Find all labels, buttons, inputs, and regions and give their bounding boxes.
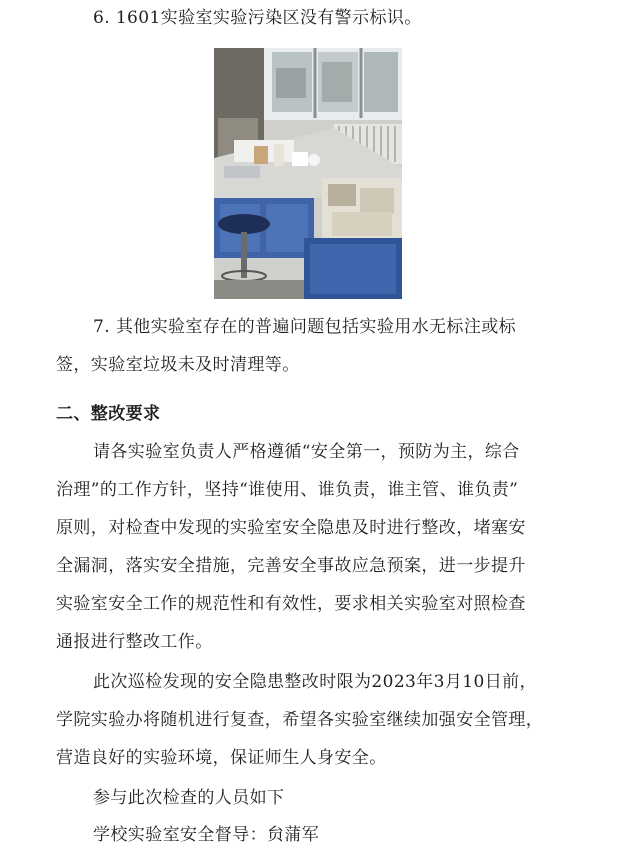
para1-line-1: 请各实验室负责人严格遵循“安全第一，预防为主，综合 (93, 442, 520, 462)
item-7-line-2: 签，实验室垃圾未及时清理等。 (56, 355, 300, 375)
para2-line-1: 此次巡检发现的安全隐患整改时限为2023年3月10日前， (93, 672, 537, 692)
section-heading-rectification: 二、整改要求 (56, 404, 161, 424)
para1-line-3: 原则，对检查中发现的实验室安全隐患及时进行整改，堵塞安 (56, 518, 526, 538)
para3-inspectors-intro: 参与此次检查的人员如下 (93, 788, 285, 808)
para2-line-2: 学院实验办将随机进行复查，希望各实验室继续加强安全管理， (56, 710, 544, 730)
para1-line-4: 全漏洞，落实安全措施，完善安全事故应急预案，进一步提升 (56, 556, 526, 576)
para1-line-2: 治理”的工作方针，坚持“谁使用、谁负责，谁主管、谁负责” (56, 480, 519, 500)
para2-line-3: 营造良好的实验环境，保证师生人身安全。 (56, 748, 387, 768)
para4-safety-supervisor: 学校实验室安全督导：贠蒲军 (93, 825, 320, 845)
lab-photo-illustration (214, 48, 402, 299)
para1-line-6: 通报进行整改工作。 (56, 632, 213, 652)
lab-bench-photo (214, 48, 402, 299)
item-6-text: 6. 1601实验室实验污染区没有警示标识。 (93, 8, 422, 28)
item-7-line-1: 7. 其他实验室存在的普遍问题包括实验用水无标注或标 (93, 317, 517, 337)
para1-line-5: 实验室安全工作的规范性和有效性，要求相关实验室对照检查 (56, 594, 526, 614)
